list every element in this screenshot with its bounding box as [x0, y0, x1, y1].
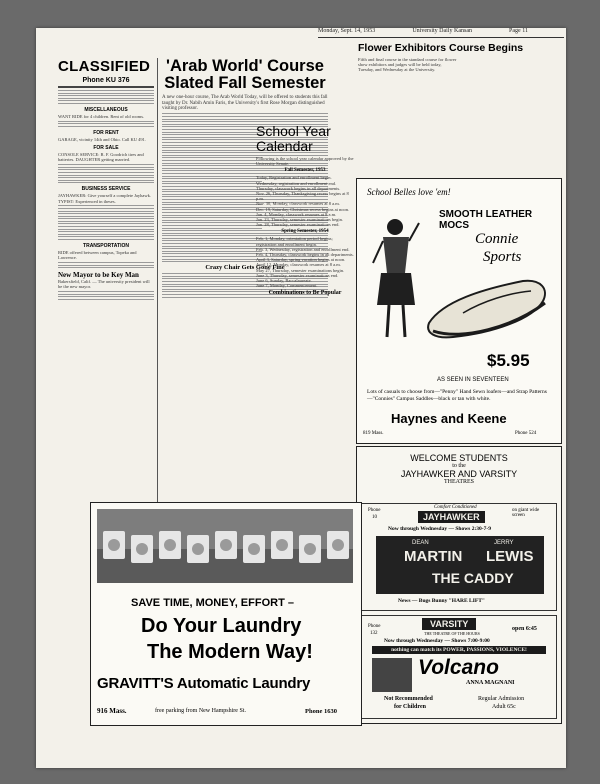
section-for-sale: FOR SALE — [93, 145, 119, 152]
classified-title: CLASSIFIED — [58, 58, 151, 75]
laundry-photo — [97, 509, 353, 583]
calendar-item: Jan. 23, Thursday, semester examinations begin. — [256, 217, 343, 223]
laundry-ad — [90, 502, 362, 726]
mocs-price: $5.95 — [487, 351, 530, 370]
masthead-rule — [318, 37, 564, 38]
washing-machine — [103, 531, 125, 559]
text-line — [162, 119, 328, 120]
volcano-star: ANNA MAGNANI — [466, 680, 515, 686]
fall-list — [256, 175, 354, 227]
calendar-item: Feb. 4, Thursday, classwork begins in all departments. — [256, 252, 354, 258]
calendar-item: Jan. 4, Monday, classwork resumes at 8 a.m. — [256, 211, 337, 217]
calendar-item: June 7, Monday, Commencement. — [256, 283, 318, 289]
calendar-item: April 12, Monday, classwork resumes at 8 a.m. — [256, 262, 341, 268]
theatres-banner-4: THEATRES — [444, 479, 474, 485]
masthead-date: Monday, Sept. 14, 1953 — [318, 28, 376, 34]
jayhawker-showtimes: Now through Wednesday — Shows 2:30-7-9 — [388, 526, 491, 532]
caddy-poster — [376, 536, 544, 594]
text-line — [162, 181, 262, 182]
mayor-story: Bakersfield, Calif. — The university president will be the new mayor. — [58, 279, 150, 290]
volcano-film: Volcano — [418, 656, 499, 679]
varsity-showtimes: Now through Wednesday — Shows 7:00-9:00 — [384, 638, 490, 644]
classified-ad: JAYHAWKER: Give yourself a complete Jayhawk. TYPIST: Experienced in theses. — [58, 193, 151, 204]
flower-lead: Fifth and final course in the standard course for flower show exhibitors and judges will be held today, Tuesday, and Wednesday at the University. — [358, 57, 457, 73]
calendar-intro: Following is the school year calendar approved by the University Senate. — [256, 156, 354, 167]
moccasin-shoe-illustration — [423, 271, 553, 343]
calendar-item: Feb. 1, Monday, orientation period begins; registration and enrollment begin. — [256, 236, 333, 247]
store-address: 819 Mass. — [363, 431, 384, 436]
classified-column — [58, 58, 154, 528]
text-line — [162, 157, 262, 158]
calendar-item: Nov. 26, Thursday, Thanksgiving recess begins at 8 p.m. — [256, 191, 349, 202]
flower-headline: Flower Exhibitors Course Begins — [358, 42, 524, 54]
star-lewis: LEWIS — [486, 548, 534, 565]
laundry-line-2: The Modern Way! — [147, 641, 313, 663]
arab-lead: A new one-hour course, The Arab World Today, will be offered to students this fall taught by Dr. Nabih Amin Faris, the University's first Rose Morgan distinguished visiting professor. — [162, 95, 328, 112]
arab-headline: 'Arab World' Course Slated Fall Semester — [164, 58, 326, 92]
text-line — [162, 251, 262, 252]
mocs-brand-1: Connie — [475, 231, 519, 247]
varsity-open: open 6:45 — [512, 626, 537, 632]
spring-heading: Spring Semester, 1954 — [281, 229, 329, 235]
text-line — [162, 113, 328, 114]
jayhawker-phone: 10 — [372, 515, 377, 520]
divider — [58, 86, 154, 88]
calendar-item: Dec. 19, Saturday, Christmas recess begins at noon. — [256, 206, 350, 212]
combinations-headline: Combinations to Be Popular — [268, 290, 342, 297]
text-line — [162, 116, 328, 117]
mocs-title: SMOOTH LEATHER MOCS — [439, 209, 533, 231]
washing-machine — [187, 535, 209, 563]
section-business-service: BUSINESS SERVICE — [81, 186, 131, 193]
store-name: Haynes and Keene — [391, 411, 507, 426]
actress-photo — [372, 658, 412, 692]
theatres-banner-3: JAYHAWKER AND VARSITY — [400, 469, 518, 479]
calendar-item: Today, Registration and enrollment begin. — [256, 175, 332, 181]
classified-ad: CONSOLE SERVICE: R. F. Goodrich tires and batteries. DAUGHTER getting married. — [58, 152, 144, 163]
mocs-copy: Lots of casuals to choose from—"Penny" Hand Sewn loafers—and Strap Patterns—"Connies" Campus Saddles—black or tan with white. — [367, 389, 547, 402]
washing-machine — [215, 531, 237, 559]
calendar-item: Feb. 3, Wednesday, registration and enrollment end. — [256, 246, 350, 252]
mocs-tagline: School Belles love 'em! — [367, 187, 451, 197]
text-line — [162, 204, 262, 205]
varsity-promo: nothing can match its POWER, PASSIONS, VIOLENCE! — [372, 646, 546, 654]
masthead-page: Page 11 — [509, 28, 528, 34]
calendar-item: April 3, Saturday, spring vacation begins at noon. — [256, 257, 346, 263]
not-recommended-2: for Children — [394, 704, 426, 710]
flower-story — [358, 42, 560, 180]
classified-phone: Phone KU 376 — [82, 77, 130, 84]
mayor-headline: New Mayor to be Key Man — [58, 271, 139, 280]
text-line — [162, 134, 262, 135]
masthead — [318, 28, 528, 34]
not-recommended-1: Not Recommended — [384, 696, 433, 702]
washing-machine — [271, 531, 293, 559]
mocs-brand-2: Sports — [483, 249, 522, 265]
laundry-phone: Phone 1630 — [305, 708, 337, 715]
jayhawker-phone-label: Phone — [368, 508, 381, 513]
section-transportation: TRANSPORTATION — [83, 243, 129, 250]
mocs-seen: AS SEEN IN SEVENTEEN — [437, 377, 509, 383]
theatres-banner-1: WELCOME STUDENTS — [410, 453, 508, 463]
section-for-rent: FOR RENT — [93, 129, 119, 136]
admission-2: Adult 65c — [492, 704, 516, 710]
girl-illustration — [371, 213, 421, 343]
calendar-item: Jan. 28, Thursday, semester examinations end. — [256, 222, 340, 228]
jayhawker-box — [361, 503, 557, 611]
mocs-ad — [356, 178, 562, 444]
newspaper-page — [36, 28, 566, 768]
store-phone: Phone 524 — [515, 431, 537, 436]
text-line — [162, 121, 328, 122]
washing-machine — [131, 535, 153, 563]
washing-machine — [243, 535, 265, 563]
calendar-item: May 27, Thursday, semester examinations begin. — [256, 267, 345, 273]
star-martin: MARTIN — [404, 548, 463, 565]
laundry-name: GRAVITT'S Automatic Laundry — [97, 675, 311, 692]
varsity-box — [361, 615, 557, 719]
calendar-story — [256, 124, 354, 528]
washing-machine — [299, 535, 321, 563]
calendar-item: Nov. 30, Monday, classwork resumes at 8 a.m. — [256, 201, 340, 207]
calendar-headline: School Year Calendar — [256, 124, 331, 154]
calendar-item: June 6, Sunday, Baccalaureate. — [256, 278, 312, 284]
crazy-chair-headline: Crazy Chair Gets Gone Fine — [205, 264, 285, 272]
calendar-item: Wednesday, registration and enrollment end. — [256, 180, 337, 186]
classified-ad: RIDE offered between campus, Topeka and Lawrence. — [58, 250, 137, 261]
varsity-sub: THE THEATRE OF THE HOURS — [424, 631, 480, 636]
spring-list — [256, 236, 354, 288]
jayhawker-comfort: Comfort Conditioned — [434, 505, 477, 510]
section-miscellaneous: MISCELLANEOUS — [84, 106, 128, 113]
jayhawker-logo: JAYHAWKER — [418, 511, 485, 523]
admission-1: Regular Admission — [478, 696, 525, 702]
classified-ad: GARAGE, vicinity 14th and Ohio. Call KU 491. — [58, 136, 146, 142]
theatres-ad — [356, 446, 562, 724]
varsity-phone: 132 — [370, 631, 378, 636]
jayhawker-screen: on giant wide screen — [512, 508, 540, 518]
laundry-line-1: Do Your Laundry — [141, 615, 302, 637]
star-dean: DEAN — [412, 540, 429, 546]
masthead-paper: University Daily Kansan — [412, 28, 472, 34]
column-rule — [157, 58, 158, 528]
laundry-address: 916 Mass. — [97, 707, 127, 715]
fall-heading: Fall Semester, 1953 — [284, 168, 326, 174]
star-jerry: JERRY — [494, 540, 514, 546]
laundry-headline: SAVE TIME, MONEY, EFFORT – — [131, 597, 294, 609]
laundry-parking: free parking from New Hampshire St. — [155, 708, 246, 714]
film-the-caddy: THE CADDY — [432, 570, 514, 586]
classified-ad: WANT RIDE for 4 children. Rent of old rooms. — [58, 113, 145, 119]
varsity-logo: VARSITY — [422, 618, 476, 630]
theatres-banner-2: to the — [452, 463, 466, 469]
varsity-phone-label: Phone — [368, 624, 381, 629]
washing-machine — [159, 531, 181, 559]
calendar-item: Thursday, classwork begins in all departments. — [256, 185, 341, 191]
washing-machine — [327, 531, 349, 559]
text-line — [162, 228, 262, 229]
calendar-item: June 3, Thursday, semester examinations end. — [256, 272, 339, 278]
jayhawker-news: News — Bugs Bunny "HARE LIFT" — [398, 598, 485, 604]
